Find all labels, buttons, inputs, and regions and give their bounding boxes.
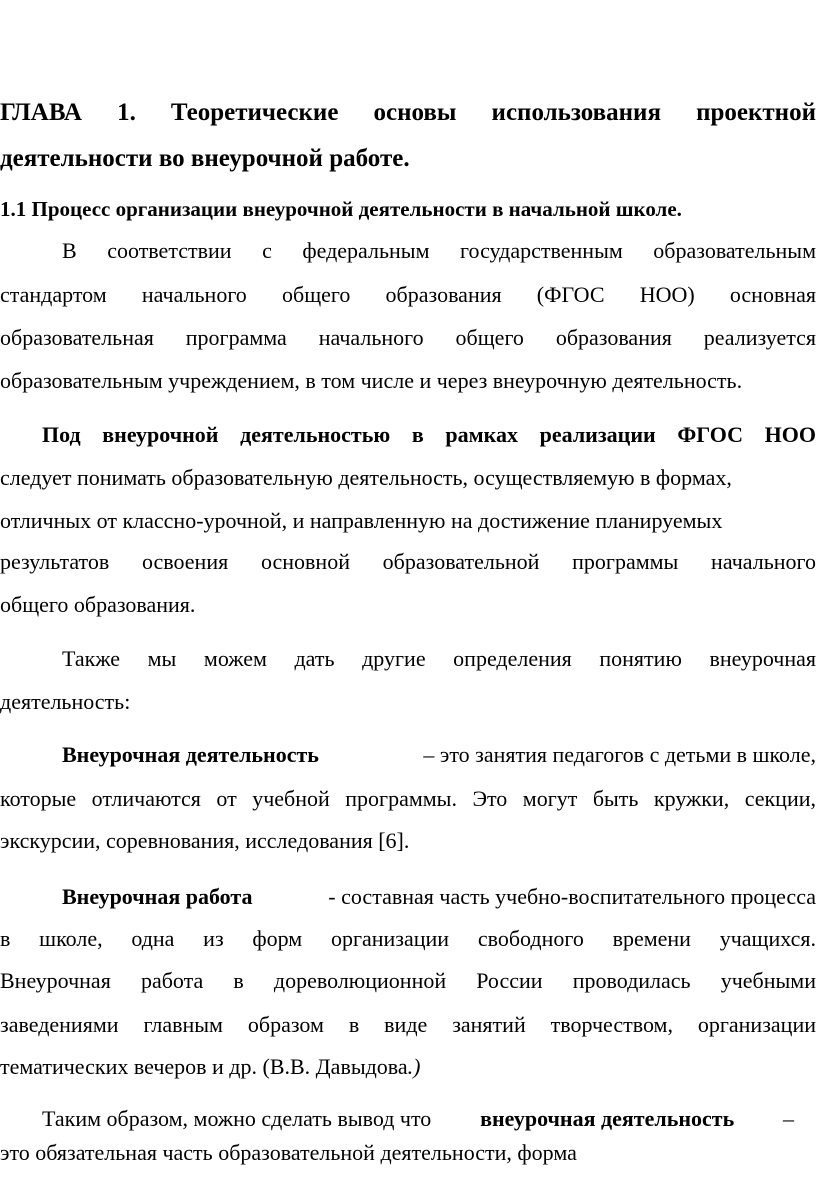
paragraph-4-line-1-rest: – это занятия педагогов с детьми в школе,: [423, 742, 816, 767]
paragraph-3-line-2: деятельность:: [0, 689, 131, 714]
paragraph-2-line-2: следует понимать образовательную деятельность, осуществляемую в формах,: [0, 465, 732, 490]
paragraph-1-line-2: стандартом начального общего образования (ФГОС НОО) основная: [0, 282, 816, 307]
paragraph-5-line-1: [62, 884, 816, 910]
paragraph-4-bold-term: Внеурочная деятельность: [62, 742, 319, 767]
paragraph-5-last-line-text: тематических вечеров и др. (В.В. Давыдова: [0, 1054, 408, 1079]
paragraph-6-line-2: это обязательная часть образовательной деятельности, форма: [0, 1140, 577, 1165]
paragraph-5-last-line-italic: .): [407, 1054, 421, 1079]
paragraph-5-bold-term: Внеурочная работа: [62, 884, 253, 909]
paragraph-3-line-1: Также мы можем дать другие определения понятию внеурочная: [62, 646, 816, 671]
paragraph-5-line-4: заведениями главным образом в виде занятий творчеством, организации: [0, 1012, 816, 1037]
paragraph-4-line-3: экскурсии, соревнования, исследования [6].: [0, 828, 410, 853]
paragraph-5-line-2: в школе, одна из форм организации свободного времени учащихся.: [0, 926, 816, 951]
paragraph-6-line-1-end: –: [783, 1106, 794, 1131]
paragraph-4-line-1: [62, 742, 816, 768]
chapter-title-line-1: ГЛАВА 1. Теоретические основы использования проектной: [0, 99, 816, 126]
paragraph-5-line-3: Внеурочная работа в дореволюционной России проводилась учебными: [0, 968, 816, 993]
paragraph-6-bold-term: внеурочная деятельность: [480, 1106, 735, 1131]
paragraph-5-line-1-rest: - составная часть учебно-воспитательного процесса: [328, 884, 816, 909]
section-title: 1.1 Процесс организации внеурочной деятельности в начальной школе.: [0, 197, 682, 221]
paragraph-1-line-4: образовательным учреждением, в том числе и через внеурочную деятельность.: [0, 368, 743, 393]
paragraph-1-line-1: В соответствии с федеральным государственным образовательным: [62, 238, 816, 263]
paragraph-6-line-1: [42, 1106, 794, 1132]
paragraph-2-bold-lead: Под внеурочной деятельностью в рамках реализации ФГОС НОО: [42, 422, 816, 447]
paragraph-5-line-5: [0, 1054, 816, 1080]
paragraph-2-line-5: общего образования.: [0, 592, 196, 617]
paragraph-2-line-3: отличных от классно-урочной, и направленную на достижение планируемых: [0, 508, 723, 533]
paragraph-6-line-1-start: Таким образом, можно сделать вывод что: [42, 1106, 432, 1131]
paragraph-4-line-2: которые отличаются от учебной программы. Это могут быть кружки, секции,: [0, 786, 816, 811]
chapter-title-line-2: деятельности во внеурочной работе.: [0, 145, 410, 172]
paragraph-2-line-4: результатов освоения основной образовательной программы начального: [0, 549, 816, 574]
paragraph-1-line-3: образовательная программа начального общего образования реализуется: [0, 325, 816, 350]
